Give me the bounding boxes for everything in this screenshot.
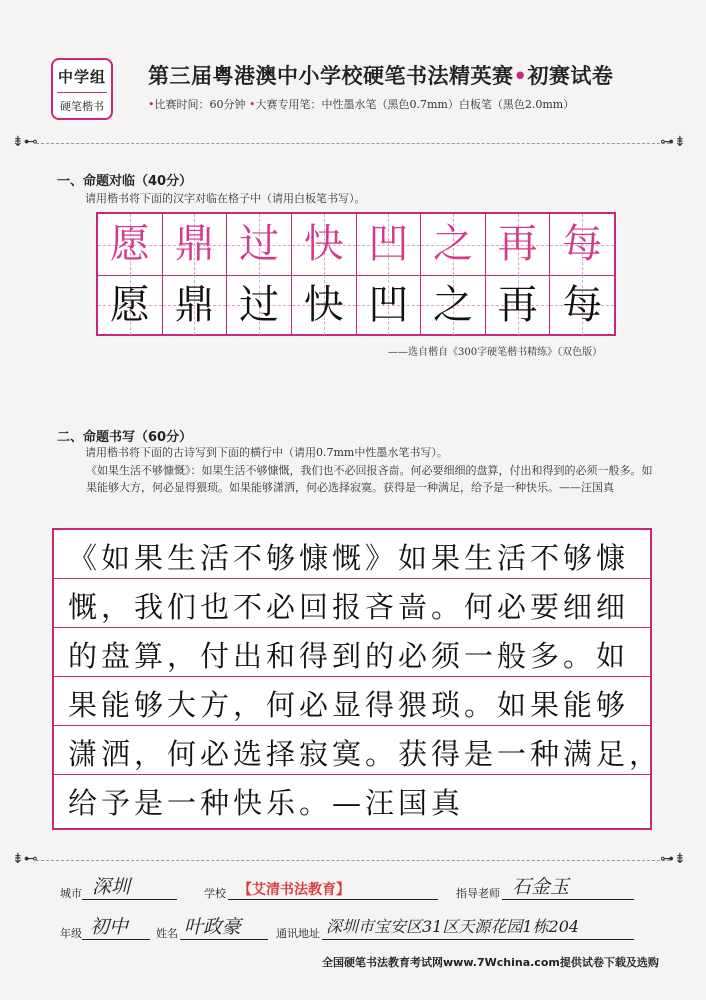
model-cell — [357, 214, 422, 275]
hand-char: 再 — [497, 282, 538, 328]
school-value[interactable]: 【艾清书法教育】 — [238, 882, 350, 898]
teacher-field-line — [502, 899, 634, 900]
hand-cell[interactable] — [98, 275, 163, 335]
title-dot: • — [513, 64, 528, 88]
hand-cell[interactable] — [357, 275, 422, 335]
model-char: 再 — [497, 221, 538, 267]
model-char: 之 — [432, 221, 473, 267]
model-cell — [227, 214, 292, 275]
hand-char: 鼎 — [174, 282, 215, 328]
hand-cell[interactable] — [421, 275, 486, 335]
grade-value[interactable]: 初中 — [90, 916, 129, 938]
footer-note: 全国硬笔书法教育考试网www.7Wchina.com提供试卷下载及选购 — [322, 956, 659, 969]
footer-divider — [36, 860, 670, 861]
model-char: 愿 — [109, 221, 150, 267]
hand-char: 过 — [239, 282, 280, 328]
writing-rule — [54, 627, 650, 628]
contest-info — [148, 96, 574, 112]
model-row — [98, 214, 614, 276]
city-label: 城市 — [60, 887, 82, 900]
ornament-right: ⊶⇟ — [660, 851, 686, 867]
title-main: 第三届粤港澳中小学校硬笔书法精英赛 — [148, 64, 514, 88]
hand-cell[interactable] — [292, 275, 357, 335]
model-cell — [486, 214, 551, 275]
hand-char: 之 — [432, 282, 473, 328]
hand-char: 每 — [562, 282, 603, 328]
writing-box[interactable] — [52, 528, 663, 830]
school-label: 学校 — [204, 887, 226, 900]
hand-cell[interactable] — [227, 275, 292, 335]
info-time: 比赛时间：60分钟 — [154, 98, 246, 111]
handwriting-line: 果能够大方，何必显得猥琐。如果能够 — [68, 688, 630, 722]
hand-char: 愿 — [109, 282, 150, 328]
info-dot-1: • — [148, 98, 155, 111]
writing-rule — [54, 774, 650, 775]
ornament-right: ⊶⇟ — [660, 134, 686, 150]
model-char: 凹 — [368, 221, 409, 267]
handwriting-line: 慨，我们也不必回报吝啬。何必要细细 — [68, 590, 630, 624]
grade-field-line — [82, 939, 150, 940]
badge-style-label: 硬笔楷书 — [60, 100, 104, 113]
badge-group-label: 中学组 — [57, 68, 106, 86]
model-char: 快 — [303, 221, 344, 267]
handwriting-line: 潇洒，何必选择寂寞。获得是一种满足， — [68, 737, 663, 771]
poem-text: 《如果生活不够慷慨》：如果生活不够慷慨，我们也不必回报吝啬。何必要细细的盘算，付出和得到的必须一般多。如果能够大方，何必显得猥琐。如果能够潇洒，何必选择寂寞。获得是一种满足，给予是一种快乐。——汪国真 — [86, 464, 653, 494]
city-field-line — [82, 899, 177, 900]
handwriting-line: 《如果生活不够慷慨》如果生活不够慷 — [68, 541, 630, 575]
hand-cell[interactable] — [486, 275, 551, 335]
model-cell — [98, 214, 163, 275]
address-value[interactable]: 深圳市宝安区31区天源花园1栋204 — [326, 917, 580, 936]
teacher-value[interactable]: 石金玉 — [512, 876, 570, 898]
info-pen: 大赛专用笔：中性墨水笔（黑色0.7mm）白板笔（黑色2.0mm） — [255, 98, 575, 111]
grade-label: 年级 — [60, 927, 82, 940]
badge-divider — [57, 92, 107, 93]
school-field-line — [228, 899, 438, 900]
handwritten-row — [98, 275, 614, 335]
title-suffix: 初赛试卷 — [527, 64, 614, 88]
group-badge — [51, 58, 113, 120]
name-label: 姓名 — [156, 927, 178, 940]
model-cell — [421, 214, 486, 275]
section1-instruction: 请用楷书将下面的汉字对临在格子中（请用白板笔书写）。 — [85, 192, 366, 205]
model-char: 鼎 — [174, 221, 215, 267]
city-value[interactable]: 深圳 — [92, 876, 131, 898]
hand-cell[interactable] — [550, 275, 614, 335]
info-dot-2: • — [249, 98, 256, 111]
handwriting-line: 给予是一种快乐。—汪国真 — [68, 786, 465, 820]
header-divider — [36, 143, 670, 144]
section2-instruction: 请用楷书将下面的古诗写到下面的横行中（请用0.7mm中性墨水笔书写）。 — [85, 446, 448, 459]
address-field-line — [322, 939, 634, 940]
teacher-label: 指导老师 — [456, 887, 500, 900]
model-cell — [163, 214, 228, 275]
model-cell — [550, 214, 614, 275]
address-label: 通讯地址 — [276, 927, 320, 940]
model-char: 过 — [239, 221, 280, 267]
page-title — [148, 60, 613, 90]
model-char: 每 — [562, 221, 603, 267]
writing-rule — [54, 725, 650, 726]
ornament-left: ⇟⊷ — [12, 134, 38, 150]
hand-char: 凹 — [368, 282, 409, 328]
section2-title: 二、命题书写（60分） — [57, 430, 193, 445]
name-value[interactable]: 叶政豪 — [184, 916, 242, 938]
writing-rule — [54, 578, 650, 579]
copy-grid — [96, 212, 616, 336]
hand-cell[interactable] — [163, 275, 228, 335]
ornament-left: ⇟⊷ — [12, 851, 38, 867]
handwriting-line: 的盘算，付出和得到的必须一般多。如 — [68, 639, 630, 673]
source-note: ——选自楷自《300字硬笔楷书精练》（双色版） — [388, 347, 603, 358]
name-field-line — [180, 939, 268, 940]
section1-title: 一、命题对临（40分） — [57, 174, 193, 189]
hand-char: 快 — [303, 282, 344, 328]
writing-rule — [54, 676, 650, 677]
model-cell — [292, 214, 357, 275]
